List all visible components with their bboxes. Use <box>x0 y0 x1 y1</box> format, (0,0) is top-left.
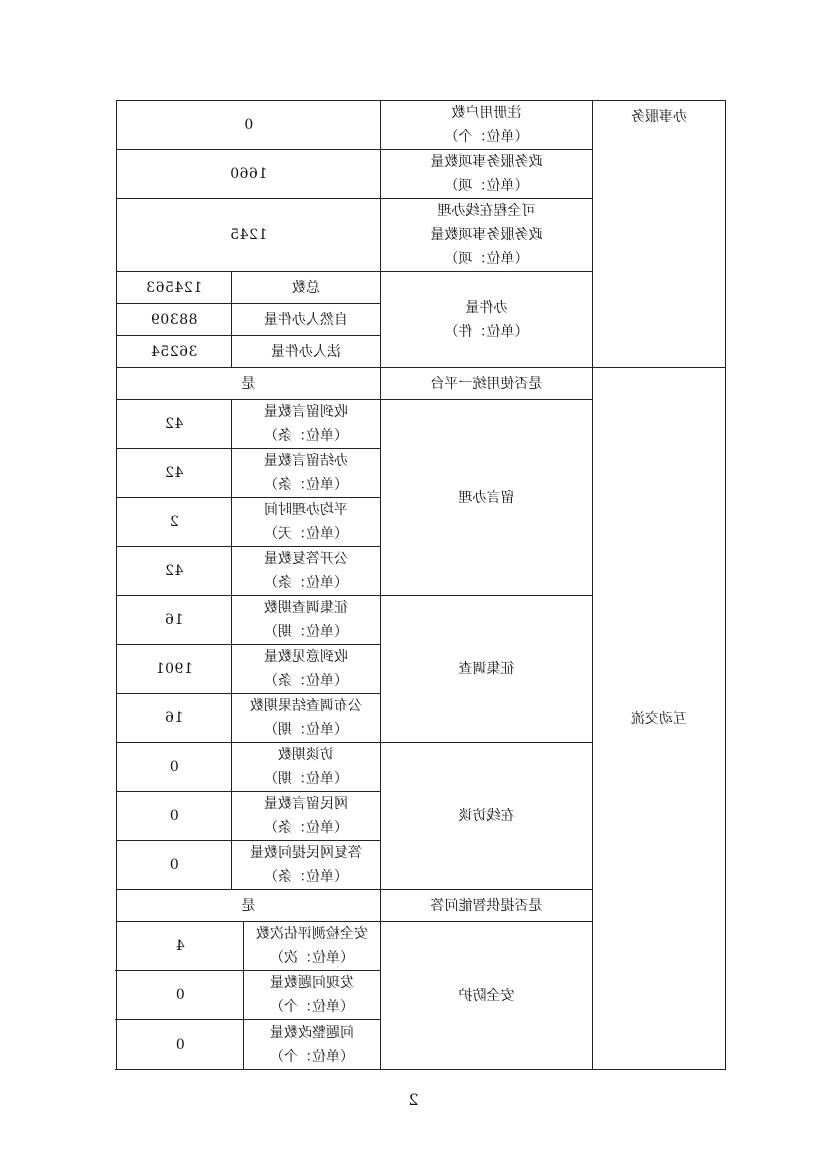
label-unit: （单位：条） <box>264 575 348 591</box>
label-unit: （单位：条） <box>264 477 348 493</box>
sub-label: 自然人办件量 <box>232 304 381 336</box>
label-unit: （单位：条） <box>264 673 348 689</box>
row-value: 88309 <box>116 304 231 336</box>
row-value: 是 <box>116 368 380 400</box>
label-line: 政务服务事项数量 <box>430 227 543 243</box>
label-unit: （单位：天） <box>264 526 348 542</box>
sub-label <box>232 792 381 841</box>
label-line: 政务服务事项数量 <box>430 154 543 170</box>
label-line: 办结留言数量 <box>264 453 348 469</box>
row-label <box>381 199 593 272</box>
row-value: 42 <box>116 400 231 449</box>
label-line: 网民留言数量 <box>264 796 348 812</box>
row-value: 0 <box>116 743 231 792</box>
label-line: 征集调查期数 <box>264 600 348 616</box>
row-value: 0 <box>116 792 231 841</box>
label-unit: （单位：条） <box>264 820 348 836</box>
sub-label <box>232 498 381 547</box>
category-interaction: 互动交流 <box>593 368 726 1070</box>
row-label: 是否使用统一平台 <box>381 368 593 400</box>
row-label <box>244 1020 381 1070</box>
sub-label: 总数 <box>232 272 381 304</box>
label-unit: （单位：件） <box>444 323 529 340</box>
workload-label <box>381 272 593 368</box>
label-unit: （单位：项） <box>444 251 529 267</box>
category-security: 安全防护 <box>381 922 593 1070</box>
label-unit: （单位：个） <box>270 1048 354 1065</box>
sub-label <box>232 645 381 694</box>
label-line: 平均办理时间 <box>264 502 348 518</box>
label-unit: （单位：次） <box>270 950 354 966</box>
row-label <box>381 150 593 199</box>
row-value: 是 <box>116 890 380 922</box>
statistics-table <box>116 100 726 1070</box>
sub-label <box>232 449 381 498</box>
row-value: 0 <box>116 971 243 1020</box>
row-value: 42 <box>116 449 231 498</box>
label-unit: （单位：期） <box>264 624 348 640</box>
table-row <box>116 101 725 150</box>
row-value: 36254 <box>116 336 231 368</box>
label-unit: （单位：期） <box>264 722 348 738</box>
sub-label <box>232 743 381 792</box>
label-line: 注册用户数 <box>451 105 522 121</box>
sub-label: 法人办件量 <box>232 336 381 368</box>
group-label-survey: 征集调查 <box>381 596 593 743</box>
sub-label <box>232 400 381 449</box>
row-value: 42 <box>116 547 231 596</box>
row-value: 0 <box>116 1020 243 1070</box>
row-value: 124563 <box>116 272 231 304</box>
label-unit: （单位：项） <box>444 178 529 194</box>
row-value: 0 <box>116 101 380 150</box>
label-unit: （单位：期） <box>264 771 348 787</box>
row-label <box>244 922 381 971</box>
label-line: 公开答复数量 <box>264 551 348 567</box>
label-unit: （单位：条） <box>264 428 348 444</box>
row-value: 0 <box>116 841 231 890</box>
label-line: 发现问题数量 <box>270 975 354 991</box>
group-label-interview: 在线访谈 <box>381 743 593 890</box>
row-value: 1660 <box>116 150 380 199</box>
label-line: 答复网民提问数量 <box>250 845 362 861</box>
group-label-message: 留言办理 <box>381 400 593 596</box>
label-line: 安全检测评估次数 <box>256 926 368 942</box>
label-line: 办件量 <box>465 299 508 316</box>
sub-label <box>232 841 381 890</box>
sub-label <box>232 547 381 596</box>
label-line: 可全程在线办理 <box>437 203 536 219</box>
label-unit: （单位：条） <box>264 869 348 885</box>
row-label: 是否提供智能问答 <box>381 890 593 922</box>
row-value: 1901 <box>116 645 231 694</box>
row-value: 16 <box>116 596 231 645</box>
sub-label <box>232 596 381 645</box>
row-value: 16 <box>116 694 231 743</box>
row-value: 1245 <box>116 199 380 272</box>
label-unit: （单位：个） <box>444 129 529 145</box>
page-number: 2 <box>408 1090 419 1109</box>
row-label <box>381 101 593 150</box>
label-line: 问题整改数量 <box>270 1024 354 1041</box>
label-line: 公布调查结果期数 <box>250 698 362 714</box>
row-label <box>244 971 381 1020</box>
category-service: 办事服务 <box>593 101 726 368</box>
label-unit: （单位：个） <box>270 999 354 1015</box>
table-row <box>116 368 725 400</box>
row-value: 2 <box>116 498 231 547</box>
row-value: 4 <box>116 922 243 971</box>
sub-label <box>232 694 381 743</box>
label-line: 访谈期数 <box>278 747 334 763</box>
label-line: 收到留言数量 <box>264 404 348 420</box>
label-line: 收到意见数量 <box>264 649 348 665</box>
